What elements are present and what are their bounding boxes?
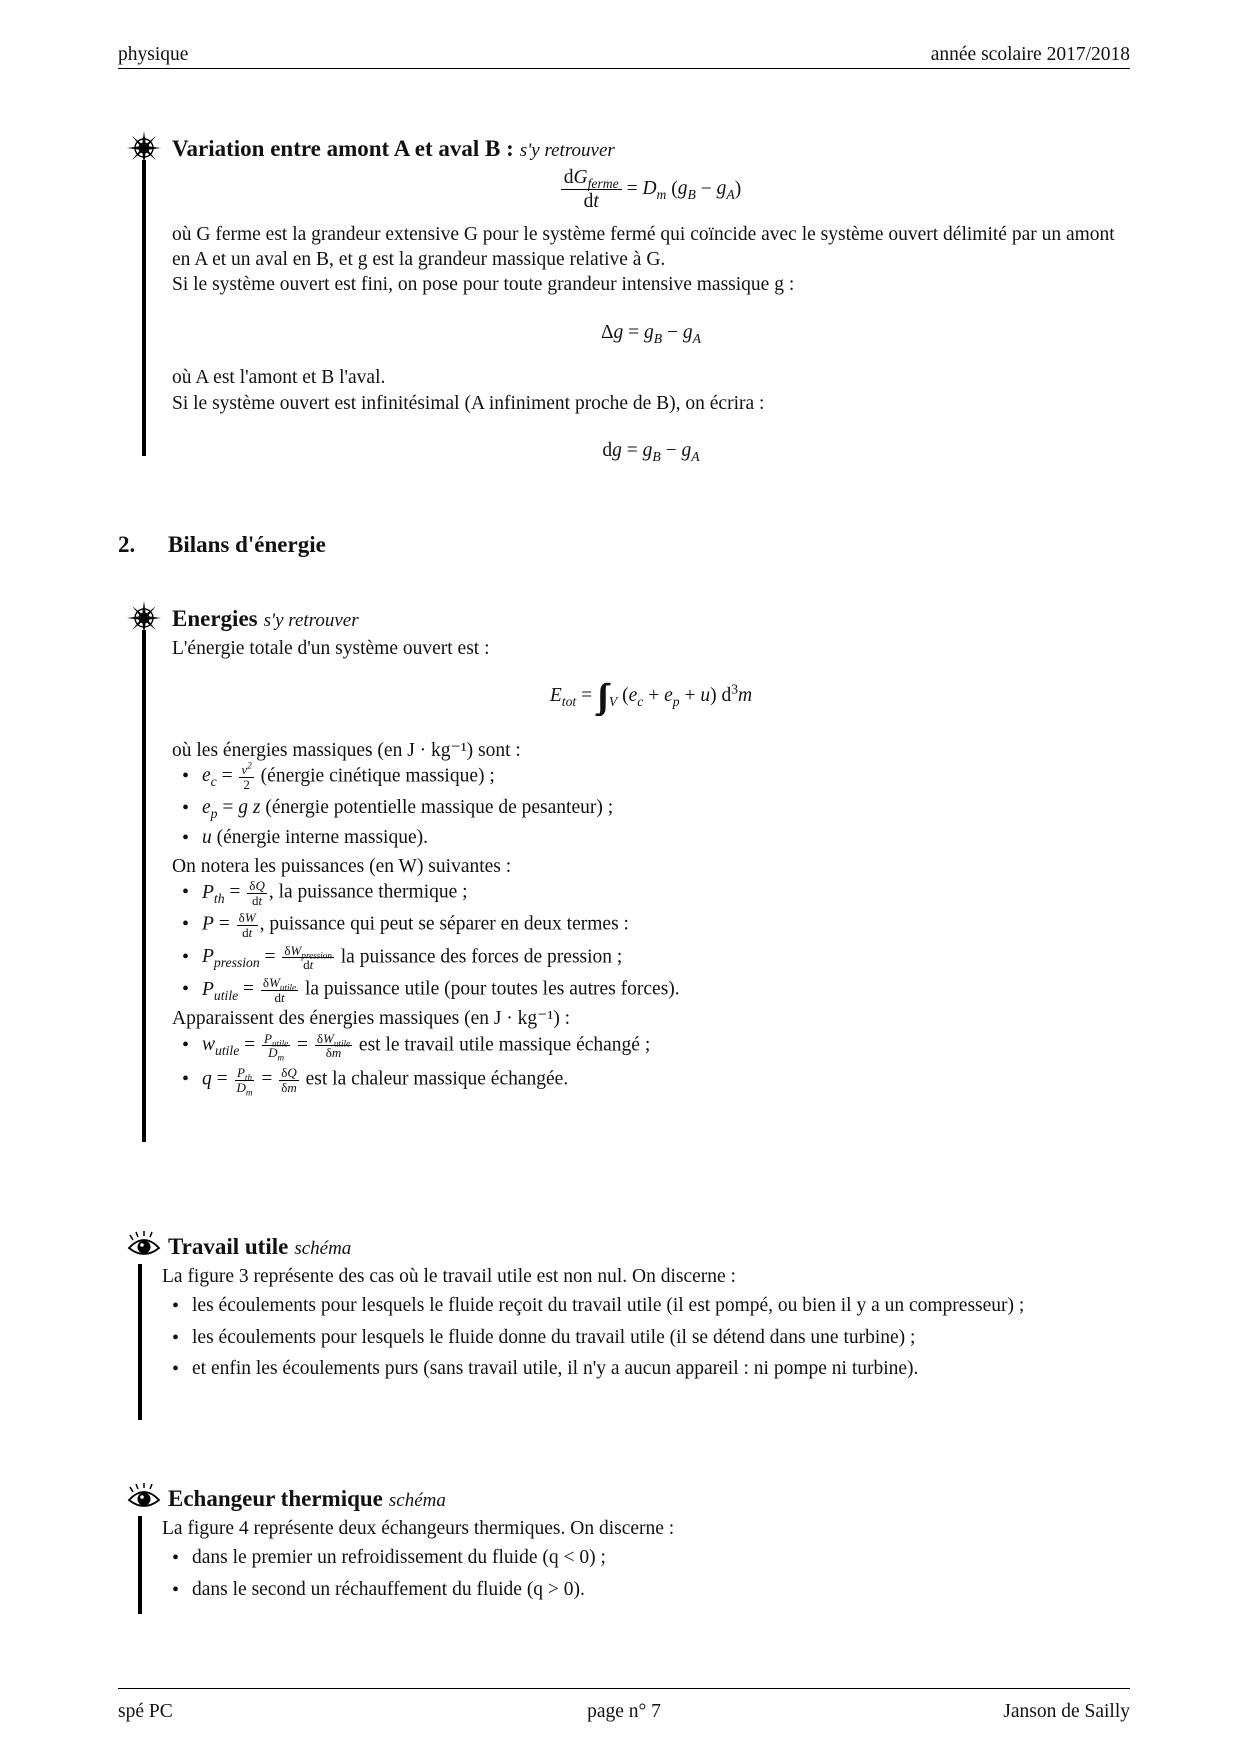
paragraph-definition: où G ferme est la grandeur extensive G pour le système fermé qui coïncide avec le système ouvert délimité par un amont en A et un aval en B, et g est la grandeur massique relative à G. bbox=[172, 223, 1115, 271]
list-item: • $P_{th}$ = $\frac{\delta Q}{dt}$ , la puissance thermique ; bbox=[172, 879, 1130, 907]
list-item: • u (énergie interne massique). bbox=[172, 825, 1130, 850]
box-content bbox=[162, 1264, 1130, 1381]
box-echangeur bbox=[118, 1480, 1130, 1620]
section-heading bbox=[118, 530, 326, 560]
box-subtitle: s'y retrouver bbox=[519, 140, 615, 161]
compass-rose-icon bbox=[126, 130, 162, 166]
box-subtitle: schéma bbox=[388, 1490, 446, 1511]
paragraph-intro: La figure 3 représente des cas où le travail utile est non nul. On discerne : bbox=[162, 1266, 736, 1287]
list-item: • dans le premier un refroidissement du fluide (q < 0) ; bbox=[162, 1545, 1130, 1570]
box-title-text: Echangeur thermique bbox=[168, 1486, 383, 1511]
list-item: • les écoulements pour lesquels le fluide reçoit du travail utile (il est pompé, ou bien il y a un compresseur) ; bbox=[162, 1293, 1130, 1318]
paragraph-amont-aval: où A est l'amont et B l'aval. bbox=[172, 367, 386, 389]
paragraph-apparaissent: Apparaissent des énergies massiques (en J · kg⁻¹) : bbox=[172, 1008, 571, 1030]
list-ecoulements bbox=[162, 1293, 1130, 1381]
header-year: année scolaire 2017/2018 bbox=[930, 44, 1130, 65]
paragraph-fini: Si le système ouvert est fini, on pose pour toute grandeur intensive massique g : bbox=[172, 274, 795, 296]
box-subtitle: schéma bbox=[294, 1238, 352, 1259]
paragraph-puissances: On notera les puissances (en W) suivantes : bbox=[172, 855, 512, 877]
page-footer bbox=[118, 1688, 1130, 1729]
list-item: • et enfin les écoulements purs (sans travail utile, il n'y a aucun appareil : ni pompe ni turbine). bbox=[162, 1356, 1130, 1381]
paragraph-intro: La figure 4 représente deux échangeurs thermiques. On discerne : bbox=[162, 1518, 675, 1539]
list-item: • les écoulements pour lesquels le fluide donne du travail utile (il se détend dans une turbine) ; bbox=[162, 1325, 1130, 1350]
list-item: • q = $\frac{P_{th}}{D_m}$ = $\frac{\delta Q}{\delta m}$ est la chaleur massique échangée. bbox=[172, 1066, 1130, 1094]
box-content bbox=[172, 636, 1130, 1098]
box-content bbox=[162, 1516, 1130, 1602]
box-title bbox=[168, 1232, 351, 1262]
box-subtitle: s'y retrouver bbox=[263, 610, 359, 631]
list-puissances bbox=[172, 879, 1130, 1004]
equation-etot: $E_{tot}$ = ∫∫∫ $_V$ $(e_c + e_p + u)$ $d^3m$ bbox=[549, 678, 753, 716]
box-bar bbox=[142, 630, 146, 1142]
box-title bbox=[172, 134, 615, 164]
footer-school: Janson de Sailly bbox=[1003, 1701, 1130, 1722]
paragraph-intro: L'énergie totale d'un système ouvert est : bbox=[172, 638, 490, 659]
box-content bbox=[172, 166, 1130, 463]
header-subject: physique bbox=[118, 44, 189, 65]
equation-dg: dg = $g_B - g_A$ bbox=[602, 439, 700, 464]
box-energies bbox=[118, 600, 1130, 1150]
list-item: • P = $\frac{\delta W}{dt}$ , puissance qui peut se séparer en deux termes : bbox=[172, 911, 1130, 939]
eye-icon bbox=[126, 1228, 162, 1264]
eye-icon bbox=[126, 1480, 162, 1516]
section-number: 2. bbox=[118, 532, 136, 557]
list-item: • dans le second un réchauffement du fluide (q > 0). bbox=[162, 1577, 1130, 1602]
box-title-text: Travail utile bbox=[168, 1234, 289, 1259]
box-title bbox=[172, 604, 359, 634]
box-bar bbox=[142, 160, 146, 456]
footer-class: spé PC bbox=[118, 1701, 173, 1722]
equation-dgferme: $dG_{ferme}$ dt = $D_m$ $(g_B - g_A)$ bbox=[172, 166, 1130, 214]
compass-rose-icon bbox=[126, 600, 162, 636]
box-bar bbox=[138, 1516, 142, 1614]
box-variation bbox=[118, 130, 1130, 464]
paragraph-infinitesimal: Si le système ouvert est infinitésimal (A infiniment proche de B), on écrira : bbox=[172, 392, 765, 414]
list-item: • $P_{utile}$ = $\frac{\delta W_{utile}}{dt}$ la puissance utile (pour toutes les autres forces). bbox=[172, 976, 1130, 1004]
box-title-text: Energies bbox=[172, 606, 258, 631]
list-item: • $e_p = g$ z (énergie potentielle massique de pesanteur) ; bbox=[172, 795, 1130, 820]
box-travail-utile bbox=[118, 1228, 1130, 1428]
list-item: • $w_{utile}$ = $\frac{P_{utile}}{D_m}$ = $\frac{\delta W_{utile}}{\delta m}$ est le travail utile massique échangé ; bbox=[172, 1032, 1130, 1060]
footer-page-number: page n° 7 bbox=[587, 1701, 661, 1722]
list-echangeurs bbox=[162, 1545, 1130, 1602]
list-apparaissent bbox=[172, 1030, 1130, 1098]
box-title-text: Variation entre amont A et aval B : bbox=[172, 136, 514, 161]
section-title: Bilans d'énergie bbox=[168, 532, 326, 557]
equation-delta-g: $\Delta g = g_B - g_A$ bbox=[601, 321, 701, 346]
paragraph-massiques: où les énergies massiques (en J · kg⁻¹) sont : bbox=[172, 739, 521, 761]
list-energies bbox=[172, 760, 1130, 850]
box-bar bbox=[138, 1264, 142, 1420]
list-item: • $P_{pression}$ = $\frac{\delta W_{pression}}{dt}$ la puissance des forces de pression ; bbox=[172, 944, 1130, 972]
page-header bbox=[118, 42, 1130, 69]
box-title bbox=[168, 1484, 446, 1514]
list-item: • $e_c$ = $\frac{v^2}{2}$ (énergie cinétique massique) ; bbox=[172, 763, 1130, 791]
